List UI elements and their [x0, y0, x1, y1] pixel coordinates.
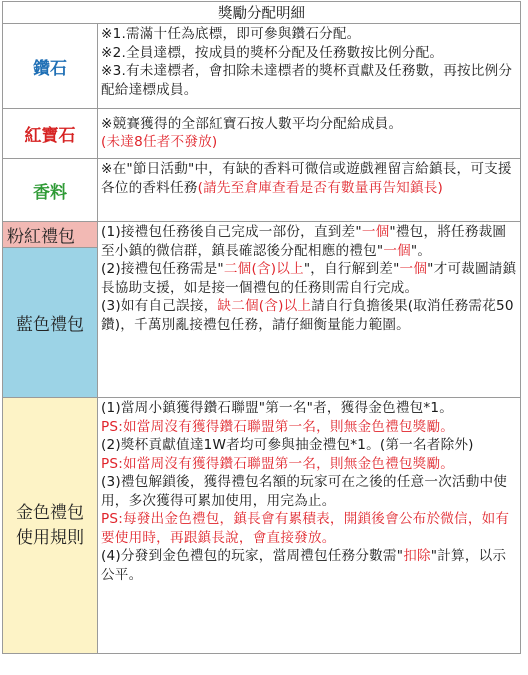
diamond-row	[3, 24, 521, 109]
pink-gift-label: 粉紅禮包	[3, 222, 98, 248]
ruby-label: 紅寶石	[3, 109, 98, 159]
gift-rule-2	[101, 260, 518, 297]
gift-rule-1-red-a: 一個	[361, 224, 390, 240]
gift-rule-1-text-a: (1)接禮包任務後自己完成一部份，直到差"	[101, 224, 362, 240]
title-row	[3, 2, 521, 24]
diamond-rule-2: ※2.全員達標，按成員的獎杯分配及任務數按比例分配。	[101, 44, 444, 61]
gold-rule-4	[101, 547, 518, 584]
spice-note: (請先至倉庫查看是否有數量再告知鎮長)	[197, 179, 444, 196]
reward-distribution-sheet	[0, 1, 528, 675]
gold-rule-4-text-b: "計算，以示公平。	[101, 548, 507, 583]
gift-rule-1-text-c: "。	[410, 242, 432, 259]
spice-rules	[98, 159, 521, 222]
gift-rule-2-red-b: 一個	[399, 261, 428, 277]
ruby-note: (未達8任者不發放)	[101, 134, 218, 150]
spice-rule: ※在"節日活動"中，有缺的香料可微信或遊戲裡留言給鎮長，可支援各位的香料任務	[101, 161, 512, 196]
gift-rule-2-text-b: "，自行解到差"	[303, 261, 400, 277]
gift-rule-1-text-b: "禮包，將任務裁圖至小鎮的微信群，鎮長確認後分配相應的禮包"	[101, 224, 507, 259]
reward-table	[2, 1, 521, 654]
gold-rule-2: (2)獎杯貢獻值達1W者均可參與抽金禮包*1。(第一名者除外)	[101, 437, 474, 453]
gift-rule-1-red-b: 一個	[383, 242, 411, 259]
spice-label: 香料	[3, 159, 98, 222]
pink-gift-row	[3, 222, 521, 248]
gift-rule-3-red-a: 缺二個(含)以上	[217, 298, 312, 314]
ruby-rule: ※競賽獲得的全部紅寶石按人數平均分配給成員。	[101, 115, 403, 132]
gift-rule-3-text-a: (3)如有自己誤接，	[101, 298, 218, 314]
gift-rule-1	[101, 223, 518, 260]
gold-gift-label-line-2: 使用規則	[16, 527, 84, 548]
gift-rules	[98, 222, 521, 398]
ruby-row	[3, 109, 521, 159]
diamond-label: 鑽石	[3, 24, 98, 109]
gold-gift-label	[3, 398, 98, 654]
gift-rule-3	[101, 297, 518, 334]
gift-rule-2-text-c: "才可裁圖請鎮長協助支援，如是接一個禮包的任務則需自行完成。	[101, 261, 517, 296]
gold-rule-3: (3)禮包解鎖後，獲得禮包名額的玩家可在之後的任意一次活動中使用，多次獲得可累加使用，用完為止。	[101, 474, 508, 509]
sheet-title: 獎勵分配明細	[3, 2, 521, 24]
gold-ps-2: PS:如當周沒有獲得鑽石聯盟第一名，則無金色禮包獎勵。	[101, 455, 455, 472]
gold-rule-4-text-a: (4)分發到金色禮包的玩家，當周禮包任務分數需"	[101, 548, 404, 564]
gold-gift-rules	[98, 398, 521, 654]
ruby-rules	[98, 109, 521, 159]
spice-row	[3, 159, 521, 222]
diamond-rules	[98, 24, 521, 109]
gold-ps-1: PS:如當周沒有獲得鑽石聯盟第一名，則無金色禮包獎勵。	[101, 418, 455, 435]
gift-rule-2-red-a: 二個(含)以上	[223, 261, 304, 277]
gold-rule-1: (1)當周小鎮獲得鑽石聯盟"第一名"者，獲得金色禮包*1。	[101, 400, 454, 416]
gift-rule-2-text-a: (2)接禮包任務需是"	[101, 261, 224, 277]
diamond-rule-1: ※1.需滿十任為底標，即可參與鑽石分配。	[101, 26, 361, 42]
gold-ps-3: PS:每發出金色禮包，鎮長會有累積表，開鎖後會公布於微信，如有要使用時，再跟鎮長說，會直接發放。	[101, 511, 510, 546]
gift-rule-3-text-b: 請自行負擔後果(取消任務需花50鑽)，千萬別亂接禮包任務，請仔細衡量能力範圍。	[101, 298, 514, 333]
gold-rule-4-red: 扣除	[403, 548, 431, 564]
gold-gift-label-line-1: 金色禮包	[16, 502, 84, 523]
diamond-rule-3: ※3.有未達標者，會扣除未達標者的獎杯貢獻及任務數，再按比例分配給達標成員。	[101, 63, 513, 98]
gold-gift-row	[3, 398, 521, 654]
blue-gift-label: 藍色禮包	[3, 248, 98, 398]
